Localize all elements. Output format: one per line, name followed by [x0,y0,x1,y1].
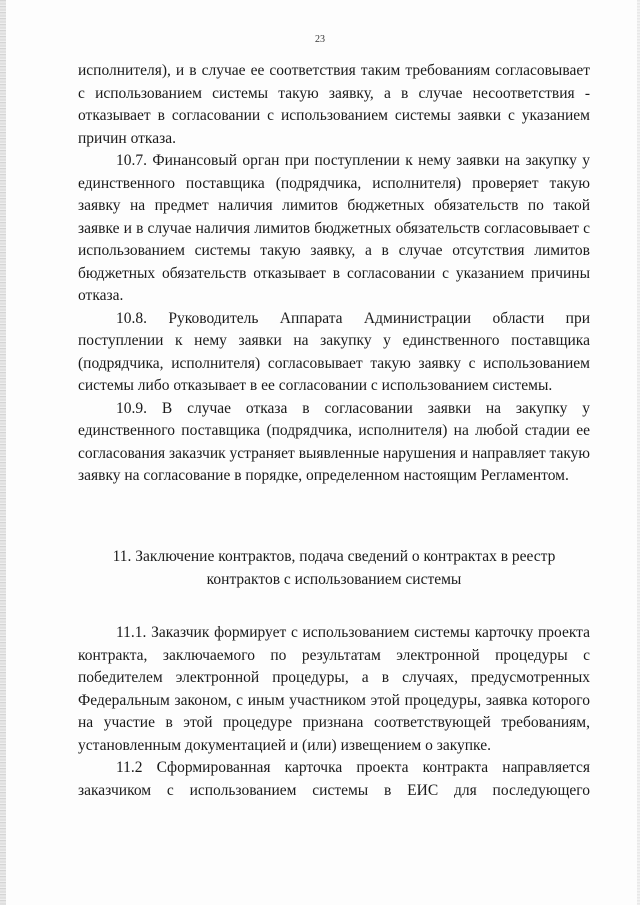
scan-edge-left [0,0,6,905]
paragraph-10-9: 10.9. В случае отказа в согласовании заявки на закупку у единственного поставщика (подрядчика, исполнителя) на любой стадии ее согласования заказчик устраняет выявленные нарушения и направляет такую заявку на согласование в порядке, определенном настоящим Регламентом. [78,399,590,484]
body-text-bottom [78,622,590,802]
page-number: 23 [315,34,325,45]
paragraph-10-8: 10.8. Руководитель Аппарата Администрации области при поступлении к нему заявки на закупку у единственного поставщика (подрядчика, исполнителя) согласовывает такую заявку с использованием системы либо отказывает в ее согласовании с использованием системы. [78,309,590,394]
paragraph-10-7: 10.7. Финансовый орган при поступлении к нему заявки на закупку у единственного поставщика (подрядчика, исполнителя) проверяет такую заявку на предмет наличия лимитов бюджетных обязательств по такой заявке и в случае наличия лимитов бюджетных обязательств согласовывает с использованием системы такую заявку, а в случае отсутствия лимитов бюджетных обязательств отказывает в согласовании с указанием причины отказа. [78,152,590,304]
paragraph-11-1: 11.1. Заказчик формирует с использованием системы карточку проекта контракта, заключаемого по результатам электронной процедуры с победителем электронной процедуры, а в случаях, предусмотренных Федеральным законом, с иным участником этой процедуры, заявка которого на участие в этой процедуре признана соответствующей требованиям, установленным документацией и (или) извещением о закупке. [78,624,590,754]
paragraph-11-2: 11.2 Сформированная карточка проекта контракта направляется заказчиком с использованием системы в ЕИС для последующего [78,759,590,799]
body-text-top [78,60,590,488]
section-heading-line-2: контрактов с использованием системы [206,570,462,588]
paragraph-continuation: исполнителя), и в случае ее соответствия таким требованиям согласовывает с использованием системы такую заявку, а в случае несоответствия - отказывает в согласовании с использованием системы заявки с указанием причин отказа. [78,62,590,147]
section-heading-line-1: 11. Заключение контрактов, подача сведений о контрактах в реестр [112,548,556,565]
section-heading [78,546,590,591]
